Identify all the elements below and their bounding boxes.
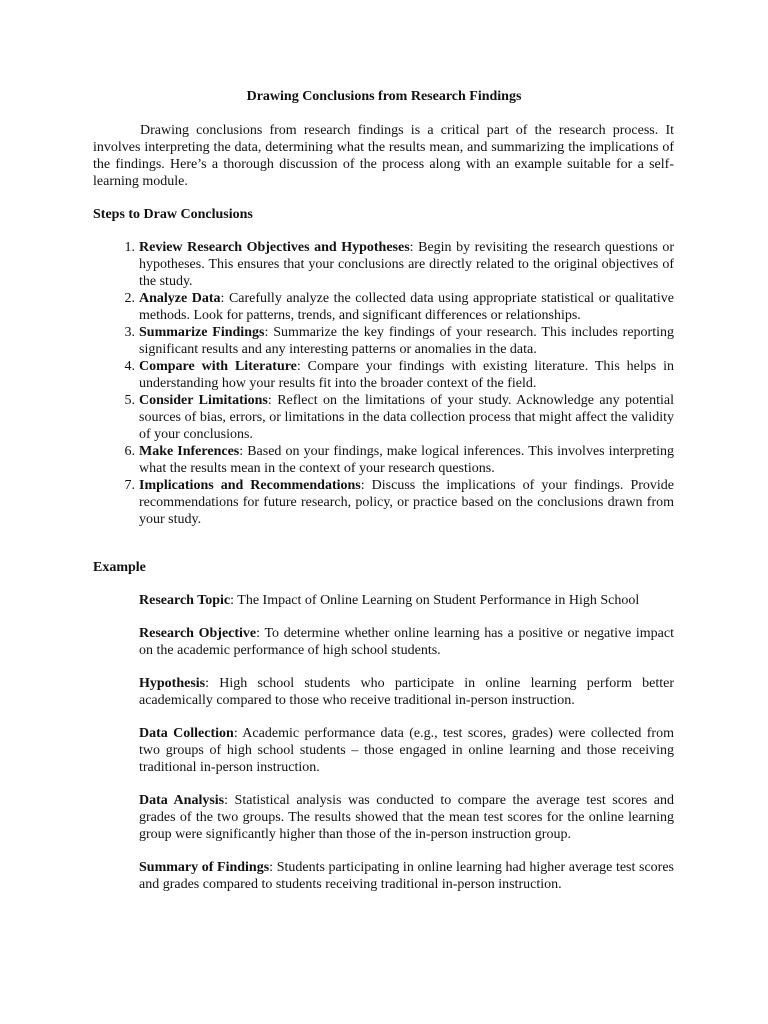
step-item — [93, 324, 674, 358]
step-term: Compare with Literature — [139, 359, 297, 374]
step-text: : Based on your findings, make logical inferences. This involves interpreting what the results mean in the context of your research questions. — [139, 444, 674, 476]
steps-list — [93, 239, 674, 528]
example-text: : The Impact of Online Learning on Student Performance in High School — [230, 593, 640, 608]
step-text: : Reflect on the limitations of your study. Acknowledge any potential sources of bias, errors, or limitations in the data collection process that might affect the validity of your conclusions. — [139, 393, 674, 442]
step-item — [93, 392, 674, 443]
example-heading: Example — [93, 560, 146, 575]
step-term: Review Research Objectives and Hypotheses — [139, 240, 410, 255]
step-term: Summarize Findings — [139, 325, 265, 340]
example-text: : To determine whether online learning has a positive or negative impact on the academic performance of high school students. — [139, 626, 674, 658]
step-number: 3. — [124, 325, 135, 340]
example-term: Data Collection — [139, 726, 234, 741]
step-number: 4. — [124, 359, 135, 374]
example-item — [139, 675, 674, 709]
step-text: : Discuss the implications of your findings. Provide recommendations for future research, policy, or practice based on the conclusions drawn from your study. — [139, 478, 674, 527]
step-item — [93, 290, 674, 324]
document-title: Drawing Conclusions from Research Findings — [246, 89, 522, 104]
step-term: Analyze Data — [139, 291, 221, 306]
step-item — [93, 358, 674, 392]
example-item — [139, 792, 674, 843]
example-text: : High school students who participate in online learning perform better academically compared to those who receive traditional in-person instruction. — [139, 676, 674, 708]
step-number: 2. — [124, 291, 135, 306]
step-number: 7. — [124, 478, 135, 493]
step-item — [93, 239, 674, 290]
step-text: : Carefully analyze the collected data using appropriate statistical or qualitative methods. Look for patterns, trends, and significant differences or relationships. — [139, 291, 674, 323]
example-term: Data Analysis — [139, 793, 225, 808]
example-term: Hypothesis — [139, 676, 206, 691]
step-item — [93, 477, 674, 528]
example-section — [139, 592, 674, 909]
example-term: Research Topic — [139, 593, 231, 608]
example-term: Research Objective — [139, 626, 257, 641]
step-text: : Begin by revisiting the research questions or hypotheses. This ensures that your conclusions are directly related to the original objectives of the study. — [139, 240, 674, 289]
example-item — [139, 859, 674, 893]
intro-paragraph: Drawing conclusions from research findings is a critical part of the research process. It involves interpreting the data, determining what the results mean, and summarizing the implications of the findings. Here’s a thorough discussion of the process along with an example suitable for a self-learning module. — [93, 123, 674, 189]
example-text: : Students participating in online learning had higher average test scores and grades compared to students receiving traditional in-person instruction. — [139, 860, 674, 892]
step-term: Make Inferences — [139, 444, 240, 459]
example-item — [139, 725, 674, 776]
step-term: Implications and Recommendations — [139, 478, 361, 493]
example-text: : Academic performance data (e.g., test scores, grades) were collected from two groups of high school students – those engaged in online learning and those receiving traditional in-person instruction. — [139, 726, 674, 775]
step-term: Consider Limitations — [139, 393, 268, 408]
step-number: 1. — [124, 240, 135, 255]
step-number: 5. — [124, 393, 135, 408]
step-number: 6. — [124, 444, 135, 459]
example-item — [139, 592, 674, 609]
step-text: : Compare your findings with existing literature. This helps in understanding how your results fit into the broader context of the field. — [139, 359, 674, 391]
step-text: : Summarize the key findings of your research. This includes reporting significant results and any interesting patterns or anomalies in the data. — [139, 325, 674, 357]
example-term: Summary of Findings — [139, 860, 270, 875]
example-text: : Statistical analysis was conducted to compare the average test scores and grades of the two groups. The results showed that the mean test scores for the online learning group were significantly higher than those of the in-person instruction group. — [139, 793, 674, 842]
example-item — [139, 625, 674, 659]
steps-heading: Steps to Draw Conclusions — [93, 207, 253, 222]
step-item — [93, 443, 674, 477]
